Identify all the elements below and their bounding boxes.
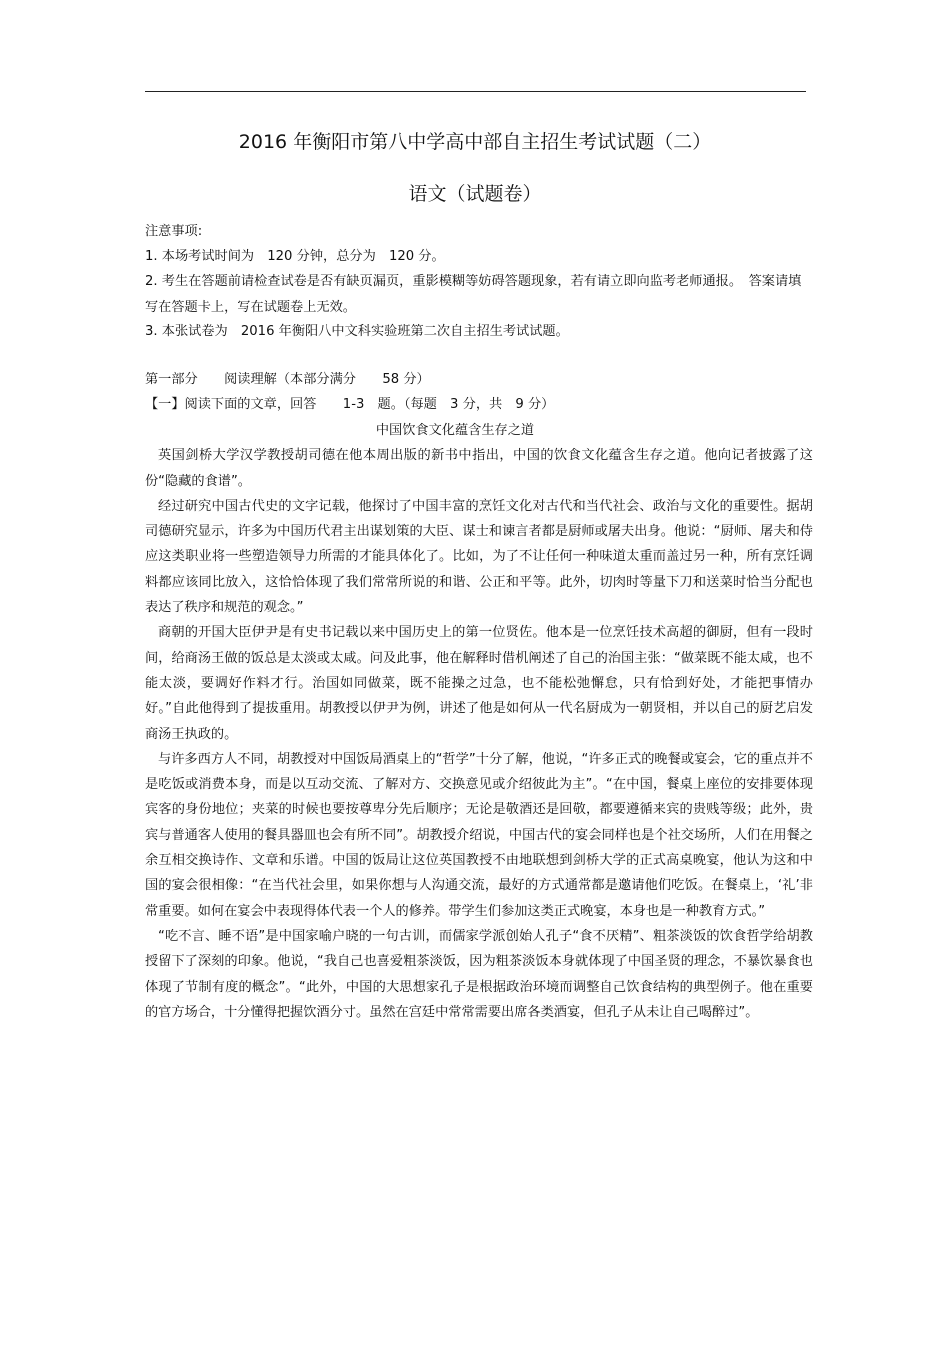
notice-item: 2. 考生在答题前请检查试卷是否有缺页漏页，重影模糊等妨碍答题现象，若有请立即向监考老师通报。 答案请填写在答题卡上，写在试题卷上无效。	[145, 274, 802, 315]
article-paragraph: 经过研究中国古代史的文字记载，他探讨了中国丰富的烹饪文化对古代和当代社会、政治与文化的重要性。据胡司德研究显示，许多为中国历代君主出谋划策的大臣、谋士和谏言者都是厨师或屠夫出身。他说：“厨师、屠夫和侍应这类职业将一些塑造领导力所需的才能具体化了。比如，为了不让任何一种味道太重而盖过另一种，所有烹饪调料都应该同比放入，这恰恰体现了我们常常所说的和谐、公正和平等。此外，切肉时等量下刀和送菜时恰当分配也表达了秩序和规范的观念。”	[145, 498, 813, 616]
article-title: 中国饮食文化蕴含生存之道	[375, 422, 535, 438]
notice-item: 1. 本场考试时间为 120 分钟，总分为 120 分。	[145, 248, 445, 264]
question-instruction: 【一】阅读下面的文章，回答 1-3 题。（每题 3 分，共 9 分）	[145, 397, 555, 413]
spacer	[145, 345, 813, 367]
article-paragraph: 商朝的开国大臣伊尹是有史书记载以来中国历史上的第一位贤佐。他本是一位烹饪技术高超的御厨，但有一段时间，给商汤王做的饭总是太淡或太咸。问及此事，他在解释时借机阐述了自己的治国主张：“做菜既不能太咸，也不能太淡，要调好作料才行。治国如同做菜，既不能操之过急，也不能松弛懈怠，只有恰到好处，才能把事情办好。”自此他得到了提拔重用。胡教授以伊尹为例，讲述了他是如何从一代名厨成为一朝贤相，并以自己的厨艺启发商汤王执政的。	[145, 625, 813, 742]
notice-item: 3. 本张试卷为 2016 年衡阳八中文科实验班第二次自主招生考试试题。	[145, 324, 569, 340]
header-rule	[145, 91, 806, 92]
article-paragraph: 英国剑桥大学汉学教授胡司德在他本周出版的新书中指出，中国的饮食文化蕴含生存之道。他向记者披露了这份“隐藏的食谱”。	[145, 448, 813, 489]
exam-title: 2016 年衡阳市第八中学高中部自主招生考试试题（二）	[238, 131, 712, 153]
exam-subtitle: 语文（试题卷）	[408, 183, 542, 205]
exam-content	[145, 220, 813, 1025]
article-paragraph: “吃不言、睡不语”是中国家喻户晓的一句古训，而儒家学派创始人孔子“食不厌精”、粗茶淡饭的饮食哲学给胡教授留下了深刻的印象。他说，“我自己也喜爱粗茶淡饭，因为粗茶淡饭本身就体现了中国圣贤的理念，不暴饮暴食也体现了节制有度的概念”。“此外，中国的大思想家孔子是根据政治环境而调整自己饮食结构的典型例子。他在重要的官方场合，十分懂得把握饮酒分寸。虽然在宫廷中常常需要出席各类酒宴，但孔子从未让自己喝醉过”。	[145, 928, 813, 1020]
notice-heading: 注意事项:	[145, 224, 203, 239]
article-paragraph: 与许多西方人不同，胡教授对中国饭局酒桌上的“哲学”十分了解，他说，“许多正式的晚餐或宴会，它的重点并不是吃饭或消费本身，而是以互动交流、了解对方、交换意见或介绍彼此为主”。“在中国，餐桌上座位的安排要体现宾客的身份地位；夹菜的时候也要按尊卑分先后顺序；无论是敬酒还是回敬，都要遵循来宾的贵贱等级；此外，贵宾与普通客人使用的餐具器皿也会有所不同”。胡教授介绍说，中国古代的宴会同样也是个社交场所，人们在用餐之余互相交换诗作、文章和乐谱。中国的饭局让这位英国教授不由地联想到剑桥大学的正式高桌晚宴，他认为这和中国的宴会很相像：“在当代社会里，如果你想与人沟通交流，最好的方式通常都是邀请他们吃饭。在餐桌上，‘礼’非常重要。如何在宴会中表现得体代表一个人的修养。带学生们参加这类正式晚宴，本身也是一种教育方式。”	[145, 751, 813, 919]
section-heading: 第一部分 阅读理解（本部分满分 58 分）	[145, 371, 430, 387]
